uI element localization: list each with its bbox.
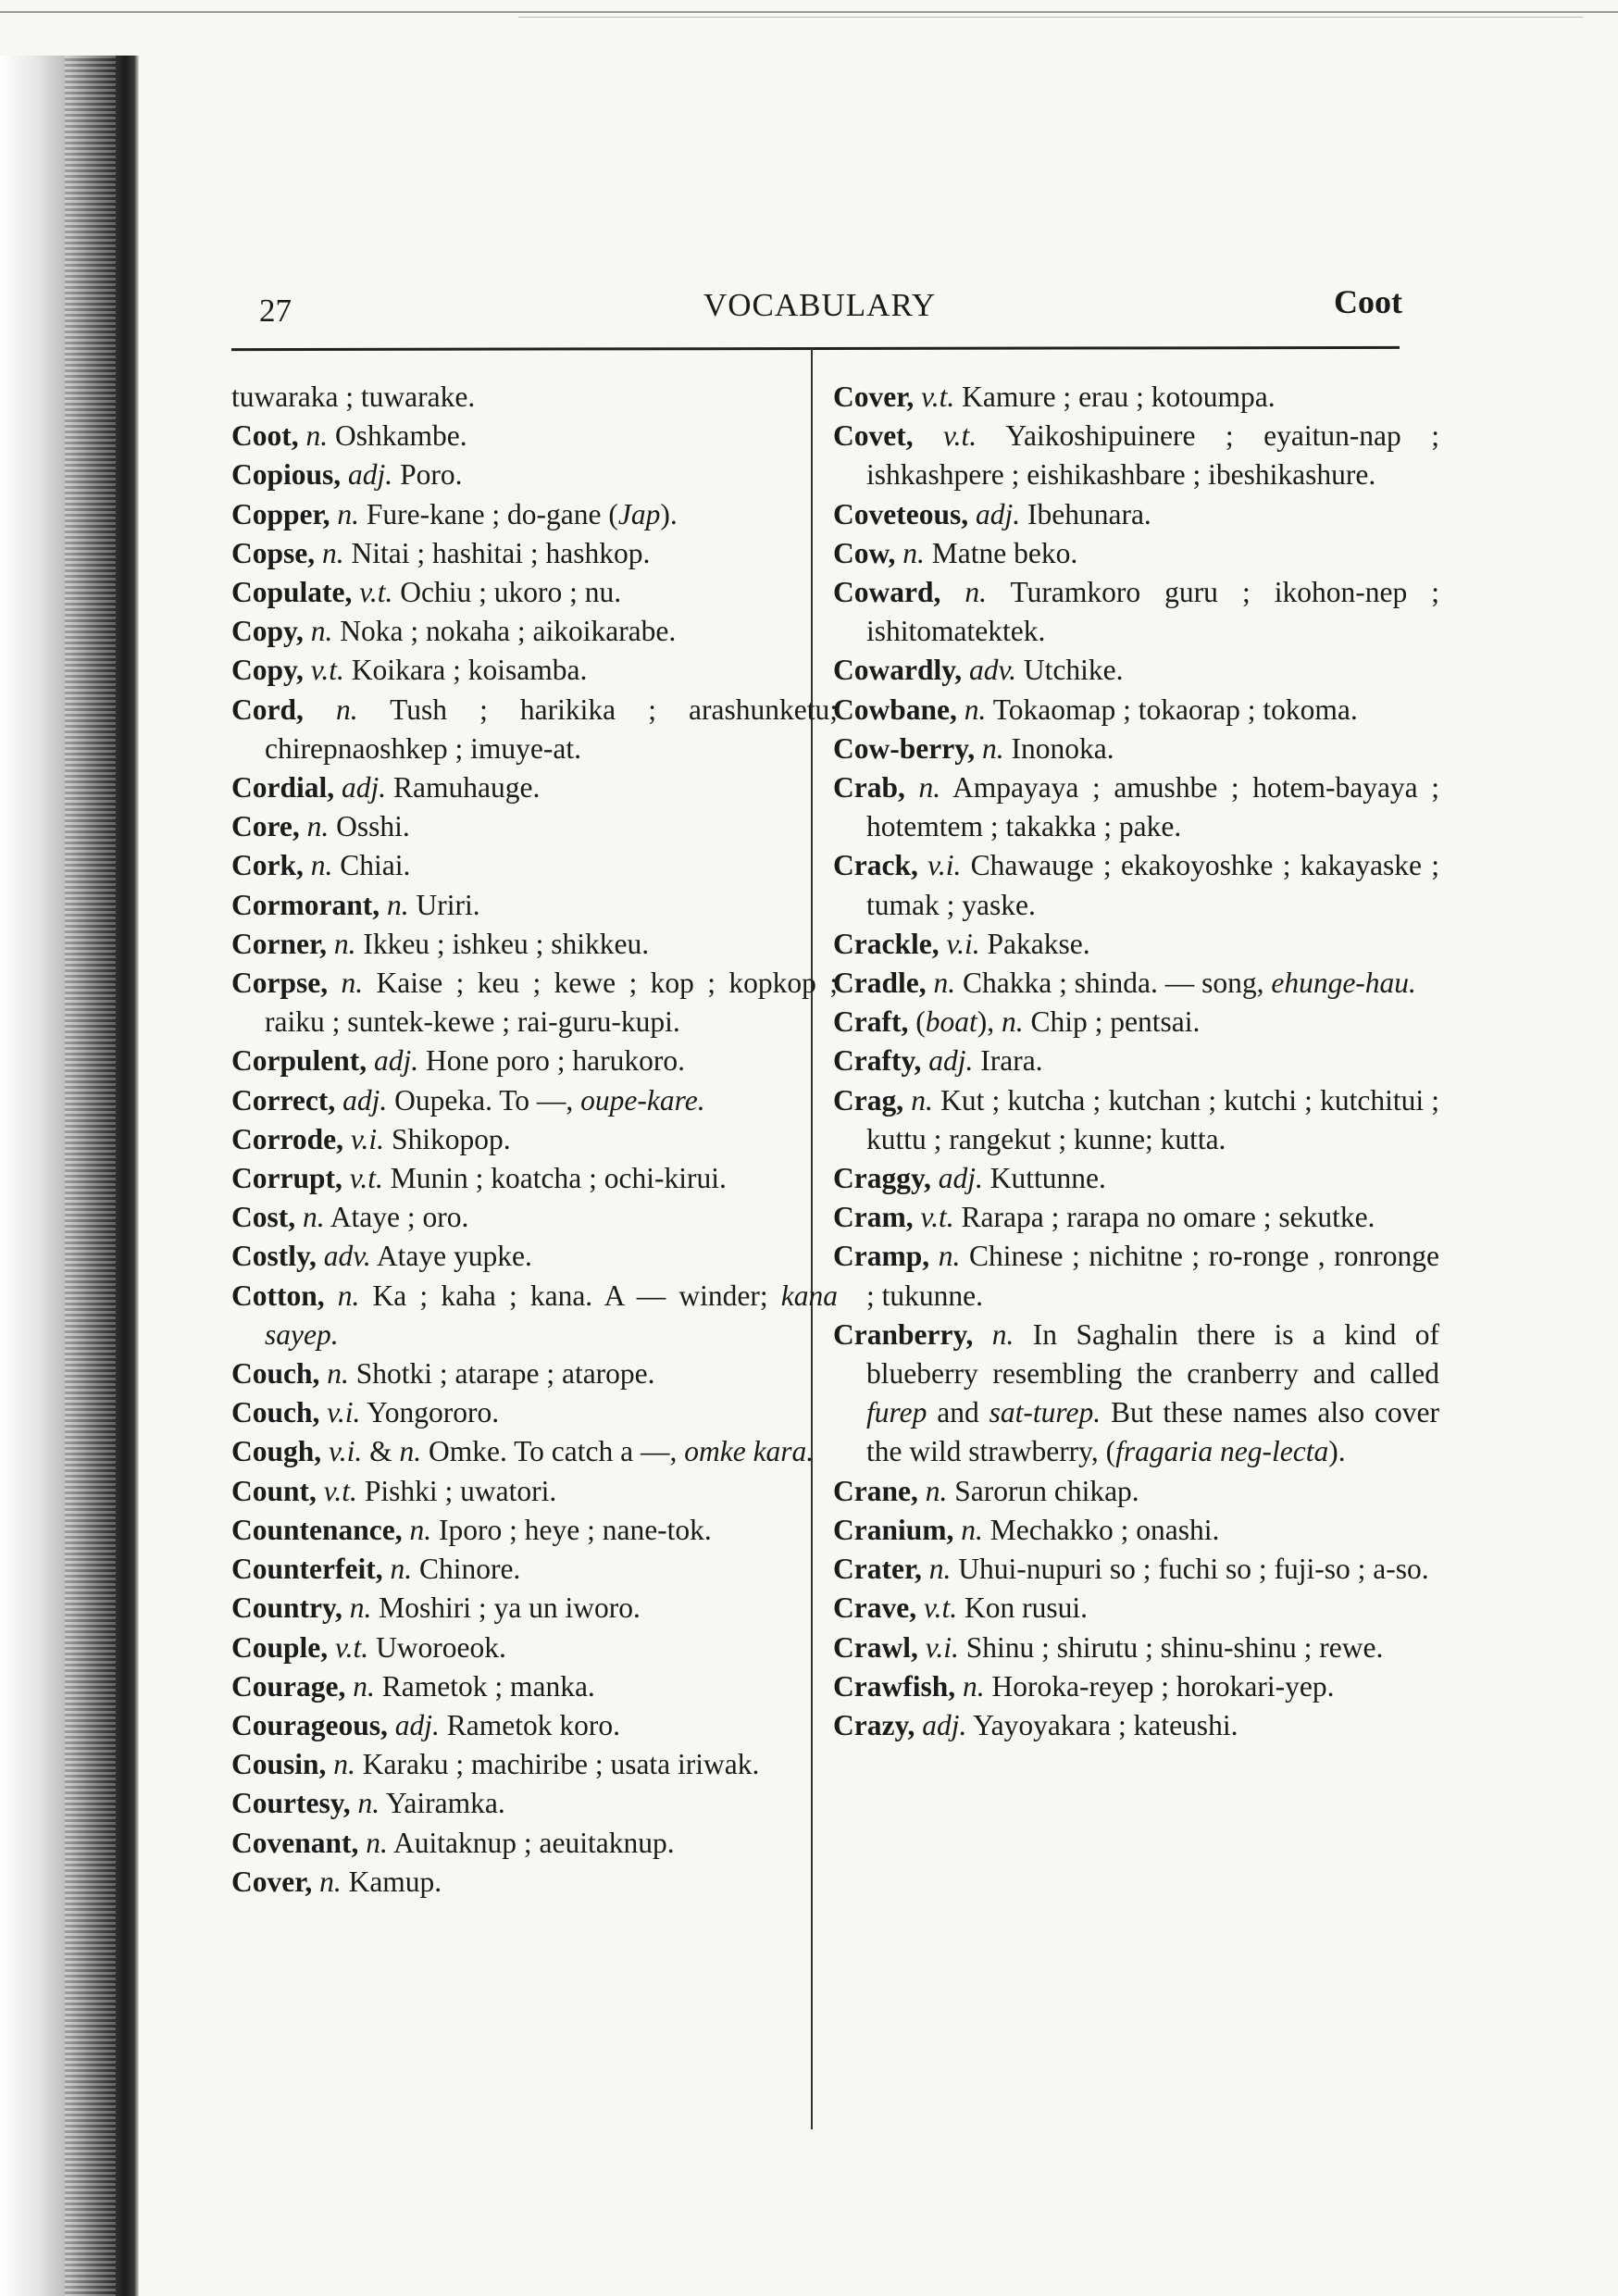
part-of-speech: v.i. [327,1396,361,1429]
headword: Copse, [231,536,323,569]
headword: Crag, [833,1083,912,1117]
definition-text: Mechakko ; onashi. [982,1513,1220,1546]
definition-text: Uworoeok. [368,1630,506,1664]
vocabulary-entry [833,768,1439,846]
vocabulary-entry [231,964,838,1042]
definition-text: Ampayaya ; amushbe ; hotem-bayaya ; hotemtem ; takakka ; pake. [866,771,1439,843]
vocabulary-entry [833,730,1439,768]
headword: Crackle, [833,927,947,960]
part-of-speech: n. [964,693,987,726]
vocabulary-entry [833,1198,1439,1237]
part-of-speech: v.t. [310,654,344,687]
part-of-speech: n. [928,1553,952,1586]
vocabulary-entry [833,846,1439,924]
definition-text: Moshiri ; ya un iworo. [371,1591,641,1625]
definition-text: Noka ; nokaha ; aikoikarabe. [332,615,677,648]
italic-term: fragaria neg-lecta [1115,1435,1329,1468]
definition-text: Hone poro ; harukoro. [418,1044,685,1078]
definition-text: ( [915,1005,926,1039]
part-of-speech: v.t. [920,1201,954,1234]
definition-text: Shikopop. [384,1122,511,1155]
vocabulary-entry [231,1589,838,1628]
part-of-speech: v.i. [927,849,962,882]
vocabulary-entry [231,1824,838,1863]
vocabulary-entry [231,1628,838,1667]
headword: Cordial, [231,771,342,805]
headword: Corrode, [231,1122,351,1155]
part-of-speech: n. [305,419,329,453]
headword: Corpse, [231,967,342,1000]
part-of-speech: adj. [922,1708,967,1741]
definition-text: Kaise ; keu ; kewe ; kop ; kopkop ; raiku ; suntek-kewe ; rai-guru-kupi. [265,967,838,1039]
vocabulary-entry [231,612,838,651]
definition-text: Iporo ; heye ; nane-tok. [431,1513,712,1546]
headword: Couch, [231,1396,328,1429]
vocabulary-entry [833,417,1439,494]
headword: Couch, [231,1357,328,1391]
headword: Cormorant, [231,888,387,921]
headword: Cover, [833,381,922,413]
headword: Covet, [833,419,944,453]
headword: Cowardly, [833,654,970,687]
headword: Corner, [231,927,334,960]
part-of-speech: v.i. [946,927,980,960]
headword: Cradle, [833,967,934,1000]
definition-text: Yongororo. [360,1396,500,1429]
part-of-speech: v.t. [923,1591,958,1625]
vocabulary-entry [833,1472,1439,1511]
vocabulary-entry [231,925,838,964]
headword: Courageous, [231,1708,395,1741]
vocabulary-entry [231,1784,838,1823]
definition-text: Ka ; kaha ; kana. A — winder; [359,1279,781,1312]
definition-text: Ataye yupke. [370,1240,532,1273]
headword: Craft, [833,1005,916,1039]
vocabulary-entry [231,378,838,417]
part-of-speech: v.t. [943,419,977,453]
headword: Copy, [231,654,311,687]
definition-text: Omke. To catch a —, [421,1435,685,1468]
headword: Core, [231,810,307,843]
definition-text: Uriri. [408,888,480,921]
header-rule [231,346,1400,351]
part-of-speech: v.t. [359,576,393,609]
vocabulary-entry [231,1745,838,1784]
part-of-speech: v.t. [323,1474,357,1507]
part-of-speech: n. [991,1317,1014,1351]
definition-text: But these names also cover the wild strawberry, ( [866,1396,1439,1468]
definition-text: Sarorun chikap. [947,1474,1139,1507]
part-of-speech: adv. [969,654,1017,687]
headword: Crack, [833,849,928,882]
part-of-speech: adj. [928,1044,974,1078]
definition-text: Osshi. [329,810,410,843]
definition-text: Shotki ; atarape ; atarope. [348,1357,655,1391]
part-of-speech: adj. [342,771,387,805]
vocabulary-entry [231,455,838,494]
vocabulary-entry [231,1159,838,1198]
part-of-speech: n. [333,1748,355,1781]
headword: Cost, [231,1201,303,1234]
vocabulary-entry [833,1550,1439,1589]
headword: Coveteous, [833,497,976,530]
definition-text: Rarapa ; rarapa no omare ; sekutke. [953,1201,1375,1234]
definition-text: Ibehunara. [1020,497,1151,530]
definition-text: Kamure ; erau ; kotoumpa. [954,381,1276,413]
part-of-speech: n. [303,1201,325,1234]
italic-term: ehunge-hau. [1271,967,1416,1000]
running-title: VOCABULARY [703,287,937,323]
vocabulary-entry [231,1550,838,1589]
part-of-speech: adj. [342,1083,388,1117]
vocabulary-entry [833,1628,1439,1667]
guide-word: Coot [1334,283,1402,320]
part-of-speech: v.i. [925,1630,959,1664]
vocabulary-entry [833,1159,1439,1198]
definition-text: Chakka ; shinda. — song, [955,967,1272,1000]
definition-text: Tush ; harikika ; arashunketu; chirepnaoshkep ; imuye-at. [265,693,839,765]
vocabulary-entry [833,1003,1439,1042]
headword: Corrupt, [231,1162,350,1195]
headword: Copious, [231,458,349,492]
vocabulary-entry [833,1316,1439,1472]
definition-text: ), [977,1005,1002,1039]
vocabulary-entry [231,534,838,573]
headword: Crawfish, [833,1669,963,1703]
vocabulary-entry [833,534,1439,573]
definition-text: Tokaomap ; tokaorap ; tokoma. [986,693,1358,726]
vocabulary-entry [231,768,838,807]
vocabulary-entry [231,1198,838,1237]
scan-top-edge [0,11,1618,13]
headword: Cow, [833,536,903,569]
headword: Count, [231,1474,324,1507]
definition-text: In Saghalin there is a kind of blueberry resembling the cranberry and called [866,1317,1439,1391]
headword: Cow-berry, [833,731,982,765]
vocabulary-entry [833,651,1439,690]
vocabulary-entry [231,1277,838,1354]
part-of-speech: n. [390,1553,413,1586]
headword: Cowbane, [833,693,965,726]
headword: Cough, [231,1435,330,1468]
headword: Copy, [231,615,311,648]
part-of-speech: n. [911,1083,933,1117]
definition-text: Turamkoro guru ; ikohon-nep ; ishitomatektek. [866,576,1439,648]
part-of-speech: n. [409,1513,432,1546]
headword: Cord, [231,693,336,726]
part-of-speech: adj. [975,497,1021,530]
vocabulary-entry [833,1081,1439,1159]
definition-text: Chiai. [332,849,411,882]
headword: Crab, [833,771,919,805]
headword: Cork, [231,849,311,882]
definition-text: Ataye ; oro. [324,1201,469,1234]
vocabulary-entry [833,573,1439,651]
part-of-speech: n. [965,576,988,609]
part-of-speech: v.t. [921,381,955,413]
headword: Coward, [833,576,965,609]
definition-text: Ochiu ; ukoro ; nu. [392,576,622,609]
part-of-speech: n. [327,1357,349,1391]
page-number: 27 [259,293,292,329]
scan-top-edge-secondary [518,17,1583,18]
definition-text: and [927,1396,989,1429]
vocabulary-entry [231,886,838,925]
vocabulary-entry [231,1354,838,1393]
vocabulary-entry [231,1042,838,1080]
part-of-speech: n. [357,1787,380,1820]
definition-text: Horoka-reyep ; horokari-yep. [984,1669,1335,1703]
left-column [231,378,838,1902]
vocabulary-entry [231,691,838,768]
vocabulary-entry [231,1393,838,1432]
right-column [833,378,1439,1745]
vocabulary-entry [231,1863,838,1902]
definition-text: Uhui-nupuri so ; fuchi so ; fuji-so ; a-so. [951,1553,1429,1586]
part-of-speech: v.i. [350,1122,385,1155]
headword: Courage, [231,1669,354,1703]
definition-text: ). [1328,1435,1346,1468]
part-of-speech: n. [902,536,925,569]
part-of-speech: n. [335,693,358,726]
vocabulary-entry [231,1667,838,1706]
definition-text: Chip ; pentsai. [1023,1005,1201,1039]
definition-text: Irara. [973,1044,1043,1078]
definition-text: Poro. [392,458,463,492]
headword: Covenant, [231,1826,367,1859]
vocabulary-entry [231,495,838,534]
definition-text: Rametok ; manka. [374,1669,595,1703]
vocabulary-entry [231,1237,838,1276]
headword: Country, [231,1591,350,1625]
part-of-speech: n. [399,1435,422,1468]
headword: Craggy, [833,1162,939,1195]
headword: Crafty, [833,1044,929,1078]
headword: Cotton, [231,1279,338,1312]
part-of-speech: n. [386,888,409,921]
definition-text: tuwaraka ; tuwarake. [231,381,476,413]
headword: Cover, [231,1865,320,1898]
vocabulary-entry [833,1667,1439,1706]
definition-text: & [362,1435,400,1468]
definition-text: Kon rusui. [957,1591,1088,1625]
definition-text: Rametok koro. [439,1708,620,1741]
vocabulary-entry [833,1511,1439,1550]
vocabulary-entry [833,925,1439,964]
headword: Crazy, [833,1708,923,1741]
definition-text: ). [660,497,678,530]
definition-text: Yaikoshipuinere ; eyaitun-nap ; ishkashpere ; eishikashbare ; ibeshikashure. [866,419,1439,492]
part-of-speech: n. [310,849,333,882]
definition-text: Inonoka. [1003,731,1114,765]
part-of-speech: n. [306,810,330,843]
headword: Cram, [833,1201,921,1234]
part-of-speech: adj. [394,1708,440,1741]
part-of-speech: n. [938,1240,961,1273]
definition-text: Chinore. [412,1553,521,1586]
part-of-speech: n. [341,967,364,1000]
headword: Cousin, [231,1748,334,1781]
headword: Corpulent, [231,1044,375,1078]
part-of-speech: v.t. [335,1630,369,1664]
vocabulary-entry [833,1237,1439,1315]
vocabulary-entry [231,1432,838,1471]
definition-text: Koikara ; koisamba. [343,654,588,687]
definition-text: Nitai ; hashitai ; hashkop. [343,536,651,569]
vocabulary-entry [231,1081,838,1120]
definition-text: Matne beko. [924,536,1078,569]
vocabulary-entry [231,846,838,885]
part-of-speech: n. [310,615,333,648]
headword: Correct, [231,1083,343,1117]
headword: Countenance, [231,1513,410,1546]
vocabulary-entry [833,1042,1439,1080]
page-header [236,278,1402,333]
part-of-speech: n. [981,731,1004,765]
part-of-speech: n. [963,1669,985,1703]
headword: Copulate, [231,576,360,609]
part-of-speech: n. [319,1865,342,1898]
headword: Cranberry, [833,1317,992,1351]
part-of-speech: n. [1001,1005,1024,1039]
vocabulary-entry [231,417,838,455]
vocabulary-entry [833,378,1439,417]
headword: Copper, [231,497,338,530]
definition-text: Karaku ; machiribe ; usata iriwak. [355,1748,760,1781]
headword: Crane, [833,1474,926,1507]
italic-term: sat-turep. [989,1396,1101,1429]
headword: Costly, [231,1240,324,1273]
headword: Crater, [833,1553,929,1586]
italic-term: oupe-kare. [580,1083,705,1117]
definition-text: Chinese ; nichitne ; ro-ronge , ronronge ; tukunne. [866,1240,1439,1312]
part-of-speech: n. [353,1669,375,1703]
part-of-speech: n. [918,771,941,805]
vocabulary-entry [231,651,838,690]
part-of-speech: n. [349,1591,372,1625]
definition-text: Oupeka. To —, [387,1083,581,1117]
vocabulary-entry [231,1120,838,1159]
italic-term: omke kara. [684,1435,815,1468]
vocabulary-entry [231,807,838,846]
headword: Crawl, [833,1630,926,1664]
definition-text: Shinu ; shirutu ; shinu-shinu ; rewe. [958,1630,1384,1664]
part-of-speech: v.t. [349,1162,383,1195]
vocabulary-entry [833,964,1439,1003]
part-of-speech: adj. [374,1044,419,1078]
definition-text: Pishki ; uwatori. [356,1474,557,1507]
vocabulary-entry [833,1589,1439,1628]
vocabulary-entry [231,1472,838,1511]
definition-text: Fure-kane ; do-gane ( [358,497,618,530]
part-of-speech: adj. [348,458,393,492]
definition-text: Munin ; koatcha ; ochi-kirui. [382,1162,727,1195]
vocabulary-entry [833,691,1439,730]
italic-term: kana sayep. [265,1279,839,1351]
definition-text: Kamup. [341,1865,442,1898]
headword: Coot, [231,419,306,453]
definition-text: Ikkeu ; ishkeu ; shikkeu. [355,927,650,960]
vocabulary-entry [833,1706,1439,1745]
part-of-speech: n. [925,1474,948,1507]
definition-text: Oshkambe. [328,419,467,453]
definition-text: Chawauge ; ekakoyoshke ; kakayaske ; tumak ; yaske. [866,849,1440,921]
italic-term: Jap [617,497,661,530]
part-of-speech: n. [333,927,356,960]
part-of-speech: n. [337,1279,360,1312]
headword: Couple, [231,1630,336,1664]
italic-term: boat [925,1005,977,1039]
italic-term: furep [866,1396,927,1429]
headword: Cramp, [833,1240,939,1273]
definition-text: Kut ; kutcha ; kutchan ; kutchi ; kutchitui ; kuttu ; rangekut ; kunne; kutta. [866,1083,1439,1155]
definition-text: Yayoyakara ; kateushi. [966,1708,1238,1741]
part-of-speech: n. [366,1826,388,1859]
vocabulary-entry [231,1511,838,1550]
part-of-speech: adv. [323,1240,371,1273]
book-spine-shadow [0,56,139,2296]
headword: Courtesy, [231,1787,358,1820]
part-of-speech: n. [322,536,344,569]
definition-text: Auitaknup ; aeuitaknup. [387,1826,675,1859]
definition-text: Ramuhauge. [386,771,541,805]
part-of-speech: n. [933,967,956,1000]
vocabulary-entry [231,573,838,612]
definition-text: Kuttunne. [982,1162,1106,1195]
headword: Crave, [833,1591,924,1625]
headword: Counterfeit, [231,1553,391,1586]
vocabulary-entry [833,495,1439,534]
headword: Cranium, [833,1513,962,1546]
definition-text: Pakakse. [979,927,1090,960]
part-of-speech: n. [337,497,359,530]
part-of-speech: n. [961,1513,983,1546]
vocabulary-entry [231,1706,838,1745]
part-of-speech: v.i. [329,1435,363,1468]
part-of-speech: adj. [938,1162,983,1195]
definition-text: Yairamka. [380,1787,505,1820]
definition-text: Utchike. [1016,654,1124,687]
